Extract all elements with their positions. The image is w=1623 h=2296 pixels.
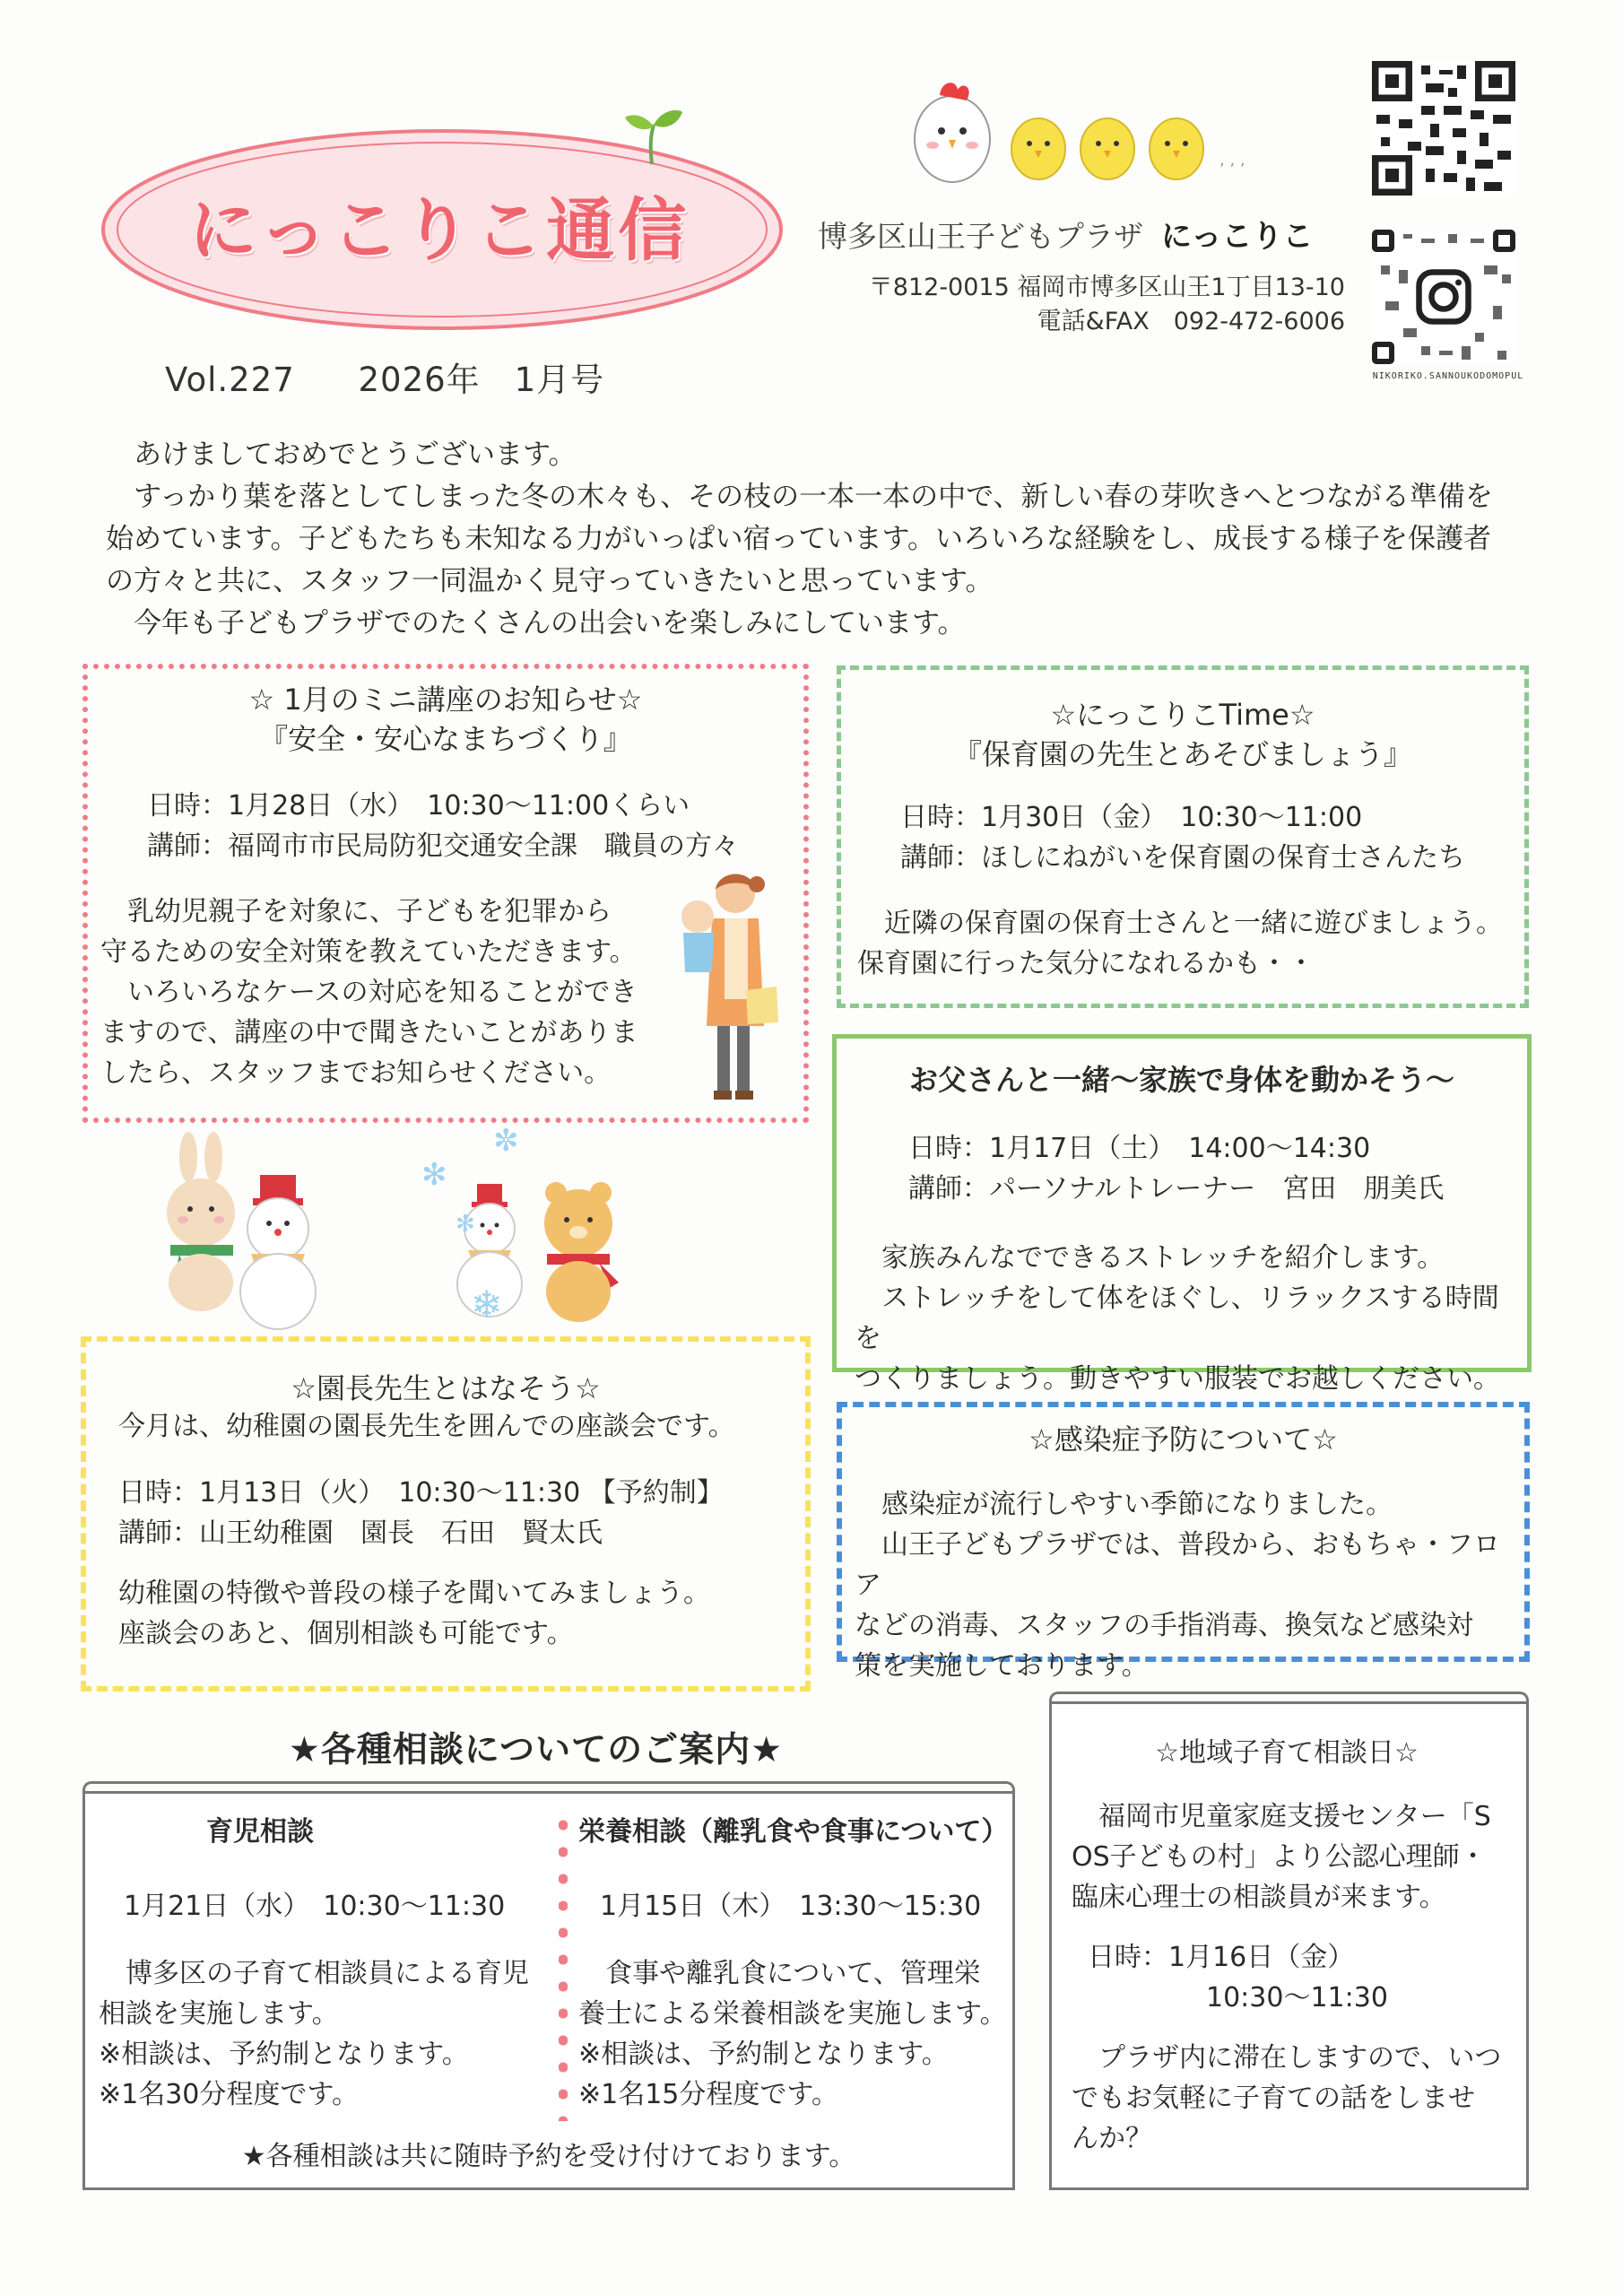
event-date: 日時：1月30日（金） 10:30～11:00 [900,802,1363,833]
childcare-date: 1月21日（水） 10:30～11:30 [124,1891,506,1922]
principal-talk-subtitle: 今月は、幼稚園の園長先生を囲んでの座談会です。 [118,1411,735,1442]
infection-prevention-box [837,1402,1530,1682]
principal-talk-description: 幼稚園の特徴や普段の様子を聞いてみましょう。 座談会のあと、個別相談も可能です。 [118,1578,710,1649]
event-lecturer: 講師：山王幼稚園 園長 石田 賢太氏 [118,1518,603,1549]
father-event-details [908,1128,1518,1209]
regional-description: 福岡市児童家庭支援センター「S OS子どもの村」より公認心理師・ 臨床心理士の相談員が来ます。 [1072,1801,1491,1913]
event-lecturer: 講師：福岡市市民局防犯交通安全課 職員の方々 [147,831,739,862]
principal-talk-box [81,1336,811,1692]
event-lecturer: 講師：パーソナルトレーナー 宮田 朋美氏 [908,1173,1445,1205]
infection-title: ☆感染症予防について☆ [1028,1422,1338,1457]
infection-description: 感染症が流行しやすい季節になりました。 山王子どもプラザでは、普段から、おもちゃ・フロア などの消毒、スタッフの手指消毒、換気など感染対 策を実施しております。 [855,1489,1500,1682]
website-qr-code[interactable] [1372,61,1515,196]
nutrition-description: 食事や離乳食について、管理栄 養士による栄養相談を実施します。 ※相談は、予約制となります。 ※1名15分程度です。 [578,1958,1007,2110]
nutrition-consultation [578,1812,1027,2115]
address: 〒812-0015 福岡市博多区山王1丁目13-10 [868,274,1345,301]
nikkoriko-time-title: ☆にっこりこTime☆ 『保育園の先生とあそびましょう』 [952,698,1412,771]
volume-number: Vol.227 [165,361,295,399]
nikkoriko-time-box [837,665,1529,1008]
instagram-qr-code[interactable] [1372,230,1515,364]
instagram-handle: NIKORIKO.SANNOUKODOMOPUL [1372,371,1524,381]
snowflake-icon: ✻ [456,1211,475,1238]
snowman-icon [240,1175,316,1329]
chick-icon [1150,118,1203,179]
event-lecturer: 講師：ほしにねがいを保育園の保育士さんたち [900,842,1465,874]
father-event-title: お父さんと一緒～家族で身体を動かそう～ [908,1063,1454,1097]
principal-talk-title: ☆園長先生とはなそう☆ [291,1371,601,1405]
greeting-line: 今年も子どもプラザでのたくさんの出会いを楽しみにしています。 [106,607,966,639]
bear-icon [544,1182,619,1322]
sprout-icon [623,103,686,166]
phone-fax: 電話&FAX 092-472-6006 [1037,308,1345,335]
consultation-heading: ★各種相談についてのご案内★ [288,1730,784,1770]
childcare-title: 育児相談 [206,1816,314,1848]
nikkoriko-time-details [900,797,1519,878]
organization-name [818,212,1313,256]
event-date: 日時：1月13日（火） 10:30～11:30 【予約制】 [118,1477,724,1509]
childcare-consultation [99,1812,565,2115]
regional-date: 日時：1月16日（金） [1088,1942,1355,1973]
chicken-and-chicks-illustration [906,72,1309,197]
regional-time: 10:30～11:30 [1206,1982,1388,2013]
issue-date: 2026年 1月号 [358,361,605,399]
rabbit-icon [167,1132,235,1311]
mother-and-baby-illustration [671,865,787,1107]
nikkoriko-time-description: 近隣の保育園の保育士さんと一緒に遊びましょう。 保育園に行った気分になれるかも・・ [857,908,1503,979]
nutrition-date: 1月15日（木） 13:30～15:30 [600,1891,982,1922]
greeting-line: あけましておめでとうございます。 [106,439,577,471]
regional-closing: プラザ内に滞在しますので、いつ でもお気軽に子育ての話をしませ んか？ [1072,2042,1502,2154]
snowflake-icon: ❄ [471,1283,503,1326]
contact-block [807,271,1345,339]
father-event-description: 家族みんなでできるストレッチを紹介します。 ストレッチをして体をほぐし、リラックスする時間を つくりましょう。動きやすい服装でお越しください。 [855,1242,1500,1395]
org-prefix: 博多区山王子どもプラザ [818,219,1143,254]
father-family-event-box [832,1034,1532,1395]
greeting-line: の方々と共に、スタッフ一同温かく見守っていきたいと思っています。 [106,565,994,597]
chick-icon [1011,118,1065,179]
mini-lecture-details [147,786,793,866]
regional-title: ☆地域子育て相談日☆ [1155,1737,1419,1769]
principal-talk-details [118,1473,800,1553]
newsletter-title: にっこりこ通信 [188,190,690,270]
hen-icon [915,83,990,182]
chick-icon [1081,118,1134,179]
mini-lecture-description: 乳幼児親子を対象に、子どもを犯罪から 守るための安全対策を教えていただきます。 いろいろなケースの対応を知ることができ ますので、講座の中で聞きたいことがありま したら、スタッフまでお知らせください。 [100,896,638,1089]
event-date: 日時：1月28日（水） 10:30～11:00くらい [147,790,690,822]
issue-line [165,352,656,401]
consultation-footer-note: ★各種相談は共に随時予約を受け付けております。 [241,2141,856,2172]
childcare-description: 博多区の子育て相談員による育児 相談を実施します。 ※相談は、予約制となります。 ※1名30分程度です。 [99,1958,529,2110]
snowflake-icon: ✼ [493,1123,519,1159]
greeting-line: すっかり葉を落としてしまった冬の木々も、その枝の一本一本の中で、新しい春の芽吹きへとつながる準備を [106,481,1493,513]
mini-lecture-title: ☆ 1月のミニ講座のお知らせ☆ 『安全・安心なまちづくり』 [248,683,643,756]
greeting-line: 始めています。子どもたちも未知なる力がいっぱい宿っています。いろいろな経験をし、成長する様子を保護者 [106,523,1492,555]
mini-lecture-box [82,664,809,1123]
greeting-paragraph [106,434,1505,645]
event-date: 日時：1月17日（土） 14:00～14:30 [908,1133,1371,1164]
svg-text:, , ,: , , , [1219,151,1245,170]
regional-consultation [1072,1733,1520,2159]
nutrition-title: 栄養相談（離乳食や食事について） [578,1816,1009,1848]
org-brand: にっこりこ [1161,219,1314,255]
snowflake-icon: ✻ [421,1157,447,1193]
